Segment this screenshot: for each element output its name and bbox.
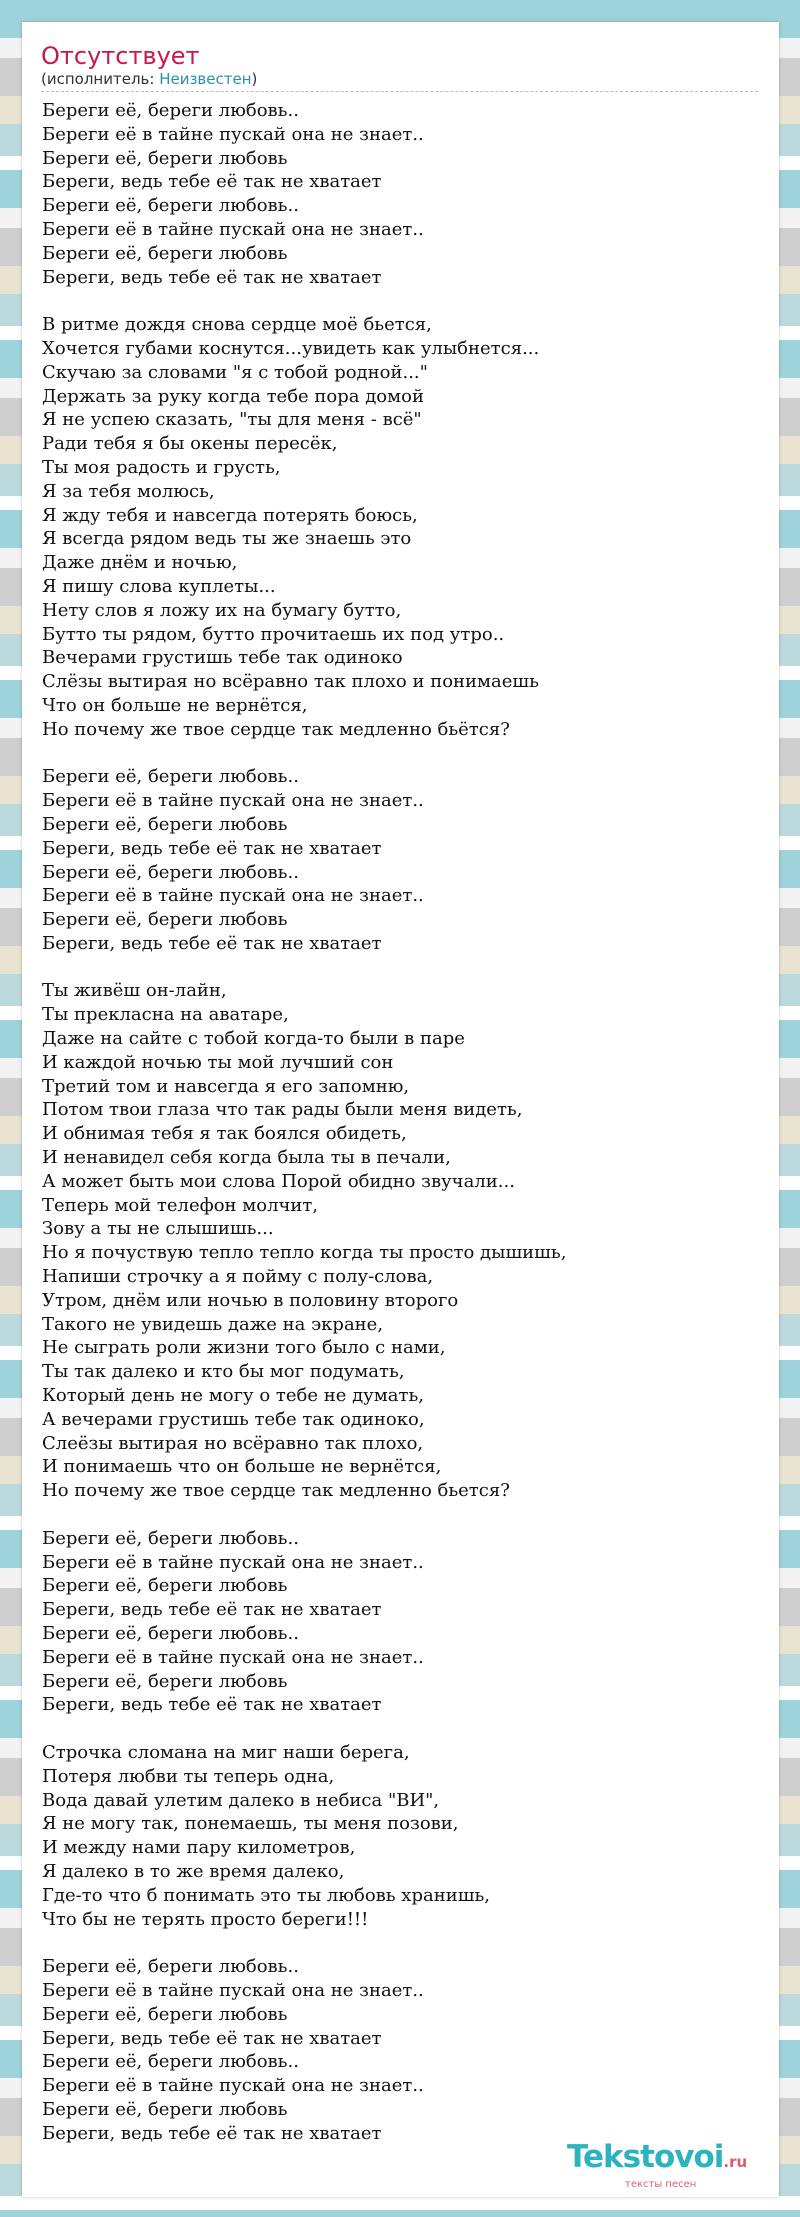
lyrics-line: Скучаю за словами "я с тобой родной..." xyxy=(42,361,428,383)
lyrics-stanza xyxy=(42,1527,762,1717)
lyrics-card xyxy=(22,22,779,2197)
lyrics-line: Теперь мой телефон молчит, xyxy=(42,1194,319,1216)
lyrics-line: Не сыграть роли жизни того было с нами, xyxy=(42,1337,446,1359)
lyrics-line: И ненавидел себя когда была ты в печали, xyxy=(42,1147,451,1169)
lyrics-stanza xyxy=(42,979,762,1503)
lyrics-line: Береги её, береги любовь xyxy=(42,1670,288,1692)
lyrics-line: Потом твои глаза что так рады были меня видеть, xyxy=(42,1099,523,1121)
lyrics-line: Утром, днём или ночью в половину второго xyxy=(42,1289,459,1311)
lyrics-line: Ради тебя я бы окены пересёк, xyxy=(42,433,338,455)
lyrics-stanza xyxy=(42,1955,762,2145)
lyrics-line: Слёзы вытирая но всёравно так плохо и понимаешь xyxy=(42,671,539,693)
lyrics-line: Береги её, береги любовь xyxy=(42,909,288,931)
lyrics-line: Я жду тебя и навсегда потерять боюсь, xyxy=(42,504,418,526)
lyrics-line: Береги её в тайне пускай она не знает.. xyxy=(42,2075,424,2097)
lyrics-line: Строчка сломана на миг наши берега, xyxy=(42,1741,410,1763)
lyrics-line: Но почему же твое сердце так медленно бьется? xyxy=(42,1480,510,1502)
lyrics-line: Береги её, береги любовь.. xyxy=(42,766,299,788)
lyrics-stanza xyxy=(42,99,762,289)
lyrics-line: Я далеко в то же время далеко, xyxy=(42,1860,345,1882)
lyrics-line: Береги её, береги любовь xyxy=(42,2098,288,2120)
site-logo[interactable] xyxy=(567,2140,767,2191)
lyrics-line: Что он больше не вернётся, xyxy=(42,694,308,716)
logo-wordmark xyxy=(567,2140,767,2179)
logo-tld: .ru xyxy=(723,2153,748,2171)
lyrics-line: Береги, ведь тебе её так не хватает xyxy=(42,266,382,288)
lyrics-line: Береги, ведь тебе её так не хватает xyxy=(42,932,382,954)
lyrics-line: Береги её, береги любовь.. xyxy=(42,1623,299,1644)
artist-byline xyxy=(41,70,257,88)
lyrics-line: Ты живёш он-лайн, xyxy=(42,980,227,1002)
lyrics-line: Береги, ведь тебе её так не хватает xyxy=(42,2027,382,2049)
lyrics-line: Где-то что б понимать это ты любовь хранишь, xyxy=(42,1884,490,1906)
lyrics-line: Береги её в тайне пускай она не знает.. xyxy=(42,218,424,240)
lyrics-line: Я за тебя молюсь, xyxy=(42,480,215,502)
lyrics-line: Но я почуствую тепло тепло когда ты просто дышишь, xyxy=(42,1242,567,1264)
lyrics-line: Такого не увидешь даже на экране, xyxy=(42,1313,384,1335)
lyrics-line: Береги её, береги любовь xyxy=(42,813,288,835)
lyrics-line: Я не могу так, понемаешь, ты меня позови, xyxy=(42,1813,459,1835)
lyrics-line: Бутто ты рядом, бутто прочитаешь их под утро.. xyxy=(42,623,505,645)
lyrics-line: А вечерами грустишь тебе так одиноко, xyxy=(42,1408,425,1430)
logo-tagline: тексты песен xyxy=(625,2179,697,2190)
lyrics-line: Береги, ведь тебе её так не хватает xyxy=(42,837,382,859)
lyrics-line: Хочется губами коснутся...увидеть как улыбнется... xyxy=(42,337,540,359)
lyrics-line: Который день не могу о тебе не думать, xyxy=(42,1385,424,1407)
lyrics-line: И каждой ночью ты мой лучший сон xyxy=(42,1051,394,1073)
lyrics-line: В ритме дождя снова сердце моё бьется, xyxy=(42,314,432,336)
lyrics-line: Береги её, береги любовь.. xyxy=(42,1956,299,1978)
lyrics-line: Береги, ведь тебе её так не хватает xyxy=(42,171,382,193)
lyrics-line: Слеёзы вытирая но всёравно так плохо, xyxy=(42,1432,424,1454)
lyrics-line: Даже днём и ночью, xyxy=(42,552,238,574)
lyrics-stanza xyxy=(42,313,762,741)
lyrics-text xyxy=(42,99,762,2146)
lyrics-line: Береги её, береги любовь.. xyxy=(42,195,299,217)
lyrics-line: Береги её в тайне пускай она не знает.. xyxy=(42,1646,424,1668)
lyrics-line: Что бы не терять просто береги!!! xyxy=(42,1908,369,1930)
title-divider xyxy=(41,91,758,92)
lyrics-line: Напиши строчку а я пойму с полу-слова, xyxy=(42,1266,434,1288)
lyrics-line: Береги её в тайне пускай она не знает.. xyxy=(42,790,424,812)
lyrics-line: Береги, ведь тебе её так не хватает xyxy=(42,1599,382,1621)
lyrics-line: Я пишу слова куплеты... xyxy=(42,575,276,597)
lyrics-line: Береги её в тайне пускай она не знает.. xyxy=(42,1551,424,1573)
lyrics-line: Я не успею сказать, "ты для меня - всё" xyxy=(42,409,422,431)
logo-name: Tekstovoi xyxy=(567,2139,724,2175)
lyrics-line: Береги её, береги любовь.. xyxy=(42,2051,299,2073)
lyrics-line: Ты прекласна на аватаре, xyxy=(42,1004,289,1026)
lyrics-line: Береги, ведь тебе её так не хватает xyxy=(42,2122,382,2144)
lyrics-line: Вечерами грустишь тебе так одиноко xyxy=(42,647,403,669)
lyrics-line: Береги её, береги любовь.. xyxy=(42,1527,299,1549)
lyrics-line: А может быть мои слова Порой обидно звучали... xyxy=(42,1170,515,1192)
byline-prefix: (исполнитель: xyxy=(41,70,160,88)
lyrics-line: Береги её в тайне пускай она не знает.. xyxy=(42,123,424,145)
lyrics-line: Ты моя радость и грусть, xyxy=(42,456,281,478)
byline-suffix: ) xyxy=(251,70,258,88)
lyrics-line: Ты так далеко и кто бы мог подумать, xyxy=(42,1361,405,1383)
lyrics-line: Потеря любви ты теперь одна, xyxy=(42,1765,335,1787)
lyrics-line: Береги её, береги любовь xyxy=(42,1575,288,1597)
lyrics-line: И обнимая тебя я так боялся обидеть, xyxy=(42,1123,407,1145)
lyrics-line: Но почему же твое сердце так медленно бьётся? xyxy=(42,718,510,740)
lyrics-stanza xyxy=(42,765,762,955)
lyrics-line: Береги её, береги любовь xyxy=(42,2003,288,2025)
lyrics-line: И между нами пару километров, xyxy=(42,1837,356,1859)
artist-link[interactable]: Неизвестен xyxy=(159,70,252,88)
lyrics-line: Вода давай улетим далеко в небиса "ВИ", xyxy=(42,1789,440,1811)
lyrics-line: Береги её, береги любовь xyxy=(42,242,288,264)
lyrics-line: И понимаешь что он больше не вернётся, xyxy=(42,1456,442,1478)
song-title: Отсутствует xyxy=(41,42,200,70)
lyrics-line: Береги её в тайне пускай она не знает.. xyxy=(42,885,424,907)
lyrics-stanza xyxy=(42,1741,762,1931)
lyrics-line: Держать за руку когда тебе пора домой xyxy=(42,385,424,407)
lyrics-line: Береги её, береги любовь.. xyxy=(42,100,299,121)
lyrics-line: Я всегда рядом ведь ты же знаешь это xyxy=(42,528,412,550)
lyrics-line: Зову а ты не слышишь... xyxy=(42,1218,274,1240)
lyrics-line: Нету слов я ложу их на бумагу бутто, xyxy=(42,599,402,621)
lyrics-line: Береги её, береги любовь.. xyxy=(42,861,299,883)
lyrics-line: Третий том и навсегда я его запомню, xyxy=(42,1075,410,1097)
lyrics-line: Даже на сайте с тобой когда-то были в паре xyxy=(42,1028,465,1050)
lyrics-line: Береги её в тайне пускай она не знает.. xyxy=(42,1979,424,2001)
lyrics-line: Береги, ведь тебе её так не хватает xyxy=(42,1694,382,1716)
lyrics-line: Береги её, береги любовь xyxy=(42,147,288,169)
